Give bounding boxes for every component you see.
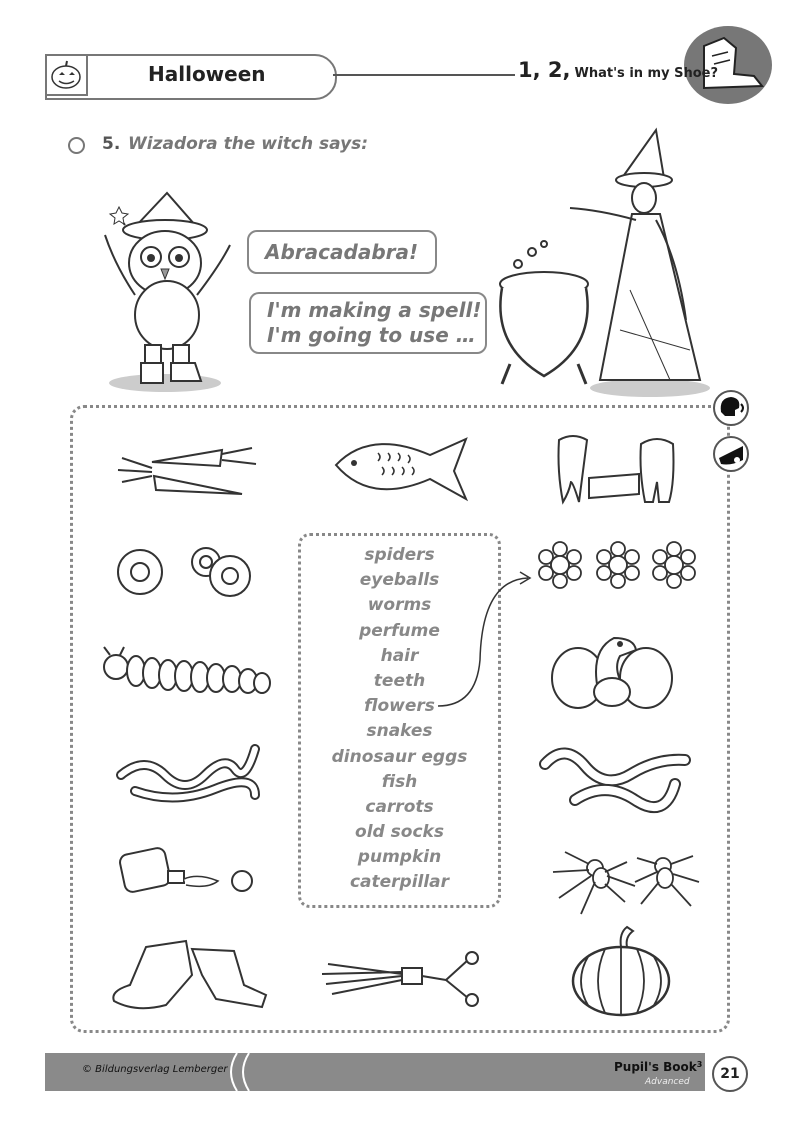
pumpkin-picture	[565, 925, 675, 1020]
dinosaur-eggs-picture	[550, 630, 675, 710]
footer-copyright: © Bildungsverlag Lemberger	[82, 1064, 228, 1075]
speech-bubble-spell: I'm making a spell! I'm going to use …	[249, 292, 487, 354]
eyeballs-picture	[110, 540, 260, 600]
word-spiders[interactable]: spiders	[364, 545, 435, 565]
hair-picture	[318, 950, 493, 1010]
example-arrow	[436, 570, 536, 710]
word-perfume[interactable]: perfume	[359, 620, 440, 641]
word-old-socks[interactable]: old socks	[355, 822, 444, 843]
word-dinosaur-eggs[interactable]: dinosaur eggs	[331, 746, 468, 767]
cut-icon[interactable]	[713, 436, 749, 472]
header-divider	[333, 74, 515, 76]
task-instruction: Wizadora the witch says:	[128, 134, 369, 154]
task-number: 5.	[102, 134, 121, 154]
word-teeth[interactable]: teeth	[373, 670, 426, 691]
page-title: Halloween	[148, 62, 266, 86]
caterpillar-picture	[96, 645, 276, 700]
footer-divider-curves	[225, 1053, 255, 1091]
word-hair[interactable]: hair	[380, 645, 419, 666]
word-snakes[interactable]: snakes	[366, 721, 433, 742]
word-worms[interactable]: worms	[367, 595, 432, 616]
perfume-picture	[118, 845, 258, 895]
word-caterpillar[interactable]: caterpillar	[349, 872, 450, 893]
carrots-picture	[112, 440, 262, 500]
speech-bubble-abracadabra: Abracadabra!	[247, 230, 437, 274]
worms-picture	[115, 745, 265, 805]
spiders-picture	[545, 842, 705, 917]
task-checkbox[interactable]	[68, 137, 85, 154]
old-socks-picture	[106, 935, 271, 1015]
word-fish[interactable]: fish	[381, 771, 418, 792]
word-eyeballs[interactable]: eyeballs	[359, 570, 440, 591]
owl-illustration	[95, 185, 245, 395]
flowers-picture	[532, 535, 702, 600]
word-carrots[interactable]: carrots	[365, 796, 434, 817]
speaking-icon[interactable]	[713, 390, 749, 426]
word-pumpkin[interactable]: pumpkin	[357, 847, 442, 868]
snakes-picture	[535, 740, 695, 810]
page-number: 21	[712, 1056, 748, 1092]
teeth-picture	[553, 432, 683, 507]
footer-book-subtitle: Advanced	[645, 1077, 690, 1087]
series-title: 1, 2, What's in my Shoe?	[518, 58, 719, 82]
pumpkin-icon	[45, 54, 88, 96]
witch-illustration	[560, 130, 710, 400]
word-flowers[interactable]: flowers	[364, 696, 435, 717]
footer-book-title: Pupil's Book$^3$	[614, 1060, 703, 1074]
fish-picture	[330, 425, 470, 505]
